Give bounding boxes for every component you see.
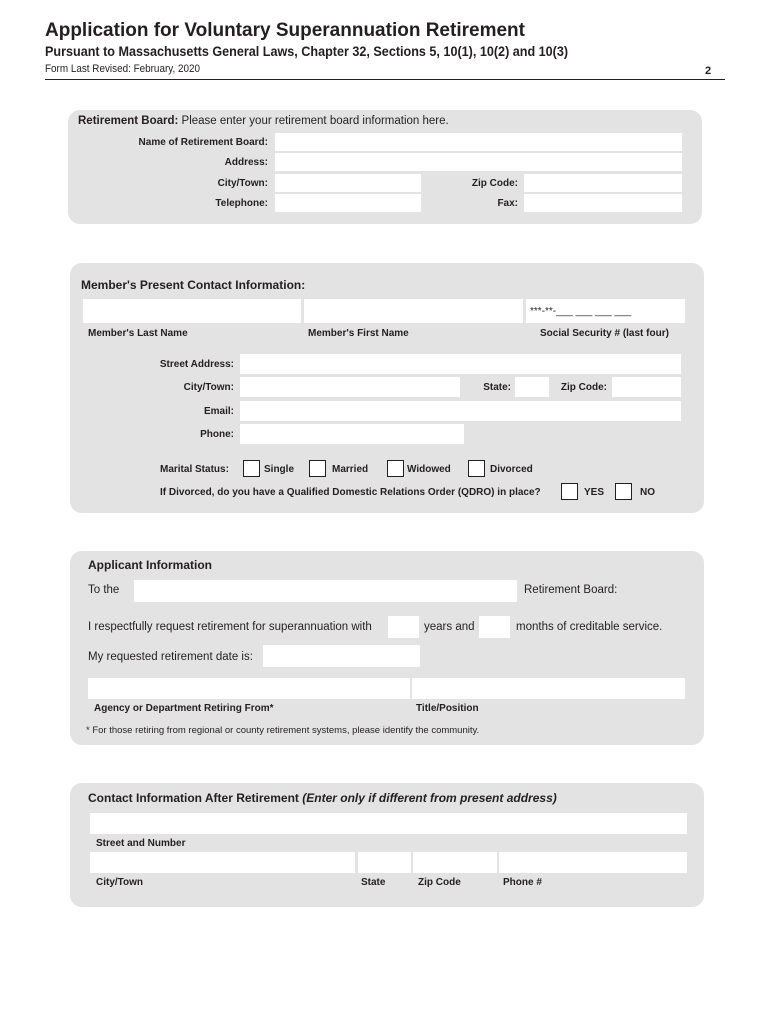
board-city-label: City/Town: (217, 178, 268, 189)
state-label: State: (483, 382, 511, 393)
email-field[interactable] (240, 401, 681, 421)
after-state-field[interactable] (358, 852, 411, 873)
retirement-date-label: My requested retirement date is: (88, 651, 253, 663)
after-state-label: State (361, 877, 386, 888)
after-city-label: City/Town (96, 877, 144, 888)
board-fax-label: Fax: (497, 198, 518, 209)
board-city-field[interactable] (275, 174, 421, 192)
board-zip-label: Zip Code: (471, 178, 518, 189)
married-label: Married (332, 464, 369, 475)
after-phone-field[interactable] (499, 852, 687, 873)
qdro-question: If Divorced, do you have a Qualified Domestic Relations Order (QDRO) in place? (160, 487, 541, 498)
single-checkbox[interactable] (243, 460, 260, 477)
after-zip-label: Zip Code (418, 877, 461, 888)
request-text: I respectfully request retirement for superannuation with (88, 621, 372, 633)
divorced-label: Divorced (490, 464, 533, 475)
years-field[interactable] (388, 616, 419, 638)
after-retirement-panel (70, 783, 704, 907)
divorced-checkbox[interactable] (468, 460, 485, 477)
first-name-label: Member's First Name (308, 328, 409, 339)
married-checkbox[interactable] (309, 460, 326, 477)
after-street-label: Street and Number (96, 838, 186, 849)
city-label: City/Town: (183, 382, 234, 393)
agency-field[interactable] (88, 678, 410, 699)
widowed-label: Widowed (407, 464, 451, 475)
retirement-board-heading: Retirement Board: Please enter your retirement board information here. (78, 115, 449, 127)
title-position-label: Title/Position (416, 703, 479, 714)
applicant-heading: Applicant Information (88, 558, 212, 572)
member-contact-panel (70, 263, 704, 513)
agency-label: Agency or Department Retiring From* (94, 703, 274, 714)
header-divider (45, 79, 725, 80)
last-name-label: Member's Last Name (88, 328, 188, 339)
phone-field[interactable] (240, 424, 464, 444)
ssn-mask: ***-**-___ ___ ___ ___ (530, 306, 632, 317)
qdro-no-checkbox[interactable] (615, 483, 632, 500)
after-street-field[interactable] (90, 813, 687, 834)
zip-label: Zip Code: (560, 382, 607, 393)
city-field[interactable] (240, 377, 460, 397)
retirement-board-name-field[interactable] (134, 580, 517, 602)
form-title: Application for Voluntary Superannuation Retirement (45, 20, 525, 41)
board-fax-field[interactable] (524, 194, 682, 212)
retirement-board-panel (68, 110, 702, 224)
retirement-date-field[interactable] (263, 645, 420, 667)
marital-status-label: Marital Status: (160, 464, 229, 475)
email-label: Email: (203, 406, 234, 417)
board-address-field[interactable] (275, 153, 682, 171)
board-address-label: Address: (224, 157, 268, 168)
board-telephone-field[interactable] (275, 194, 421, 212)
after-phone-label: Phone # (503, 877, 542, 888)
title-position-field[interactable] (412, 678, 685, 699)
last-name-field[interactable] (83, 299, 301, 323)
applicant-panel (70, 551, 704, 745)
form-subtitle: Pursuant to Massachusetts General Laws, Chapter 32, Sections 5, 10(1), 10(2) and 10(3) (45, 43, 569, 59)
months-text: months of creditable service. (516, 621, 663, 633)
ssn-field[interactable] (526, 299, 685, 323)
page-number: 2 (705, 65, 712, 77)
widowed-checkbox[interactable] (387, 460, 404, 477)
qdro-yes-checkbox[interactable] (561, 483, 578, 500)
board-name-field[interactable] (275, 133, 682, 151)
months-field[interactable] (479, 616, 510, 638)
board-telephone-label: Telephone: (215, 198, 268, 209)
zip-field[interactable] (612, 377, 681, 397)
single-label: Single (264, 464, 295, 475)
qdro-yes-label: YES (584, 487, 605, 498)
footnote: * For those retiring from regional or county retirement systems, please identify the community. (86, 725, 480, 736)
state-field[interactable] (515, 377, 549, 397)
ssn-label: Social Security # (last four) (540, 328, 669, 339)
phone-label: Phone: (200, 429, 234, 440)
board-name-label: Name of Retirement Board: (138, 137, 268, 148)
street-address-label: Street Address: (159, 359, 234, 370)
revision-date: Form Last Revised: February, 2020 (45, 63, 200, 75)
first-name-field[interactable] (304, 299, 523, 323)
board-zip-field[interactable] (524, 174, 682, 192)
after-retirement-heading: Contact Information After Retirement (Enter only if different from present address) (88, 791, 557, 805)
after-zip-field[interactable] (413, 852, 497, 873)
to-the-text: To the (88, 584, 120, 596)
retirement-board-text: Retirement Board: (524, 584, 618, 596)
years-and-text: years and (424, 621, 475, 633)
qdro-no-label: NO (640, 487, 655, 498)
after-city-field[interactable] (90, 852, 355, 873)
street-address-field[interactable] (240, 354, 681, 374)
member-contact-heading: Member's Present Contact Information: (81, 278, 306, 292)
